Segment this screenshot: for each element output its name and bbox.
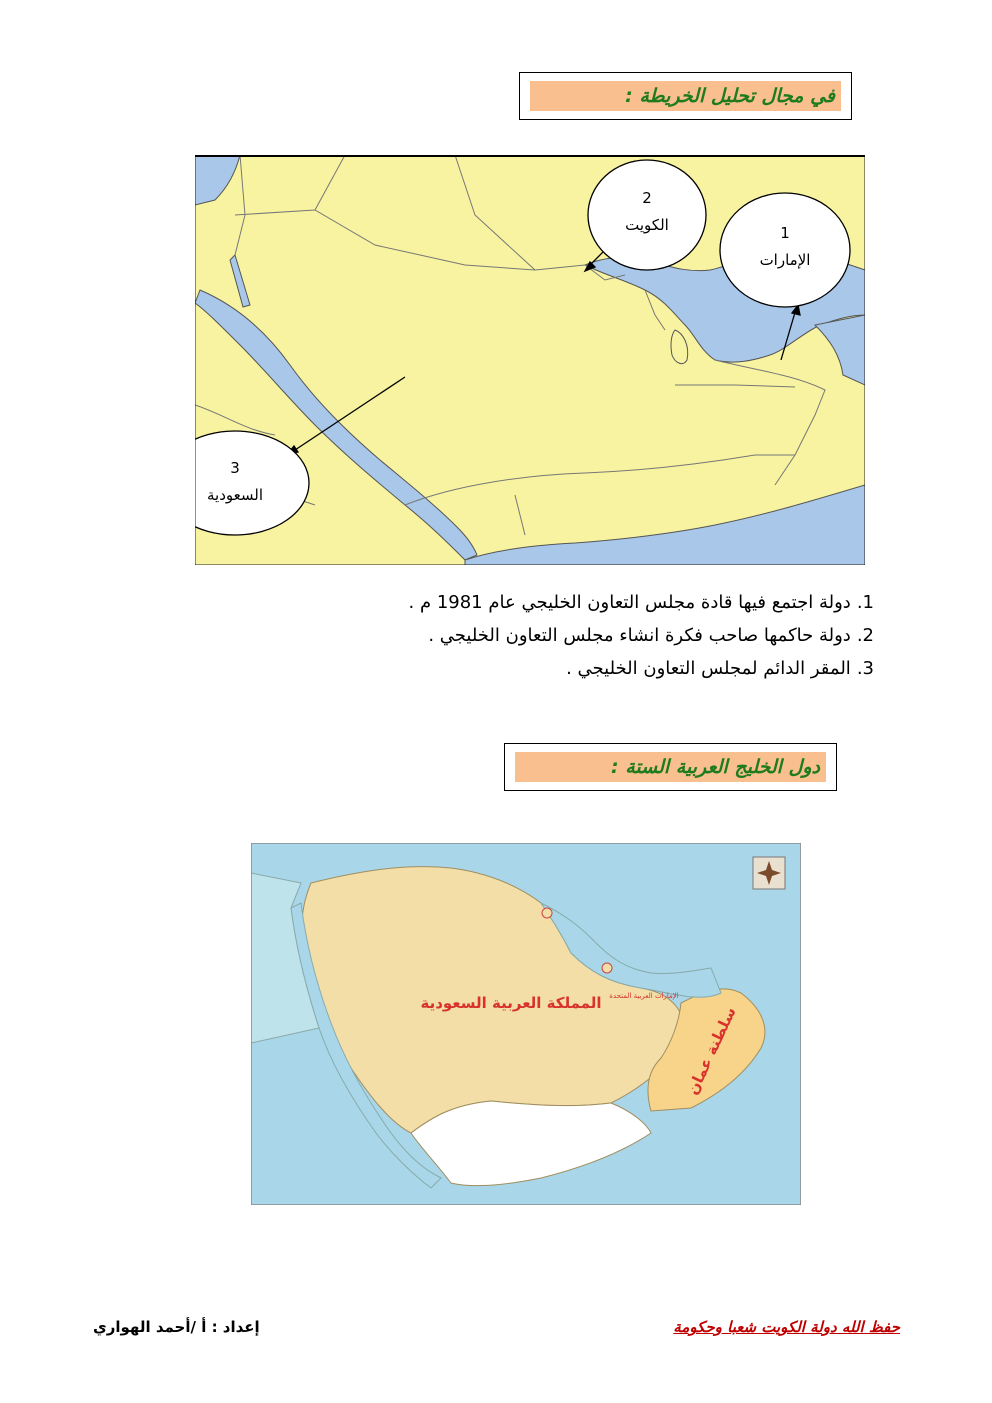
map-gulf-states [251, 843, 801, 1205]
section-title-box-map-analysis [519, 72, 852, 120]
callout-kuwait [588, 160, 706, 270]
map2-kuwait-marker [542, 908, 552, 918]
map2-label-saudi: المملكة العربية السعودية [420, 994, 602, 1012]
map2-label-uae: الإمارات العربية المتحدة [609, 992, 679, 1000]
section-title-gulf-states: دول الخليج العربية الستة : [515, 752, 826, 782]
compass-icon [753, 857, 785, 889]
map2-qatar-marker [602, 963, 612, 973]
callout-saudi-label: السعودية [206, 486, 264, 504]
callout-uae-number: 1 [780, 224, 790, 242]
callout-uae [720, 193, 850, 307]
callout-uae-label: الإمارات [759, 251, 811, 269]
question-number: 1. [856, 592, 874, 613]
callout-kuwait-label: الكويت [625, 216, 669, 234]
question-text: المقر الدائم لمجلس التعاون الخليجي . [566, 658, 851, 679]
question-item [314, 586, 874, 619]
question-text: دولة حاكمها صاحب فكرة انشاء مجلس التعاون الخليجي . [428, 625, 851, 646]
question-text: دولة اجتمع فيها قادة مجلس التعاون الخليجي عام 1981 م . [408, 592, 851, 613]
question-list [314, 586, 874, 685]
section-title-map-analysis: في مجال تحليل الخريطة : [530, 81, 841, 111]
question-number: 2. [856, 625, 874, 646]
question-item [314, 652, 874, 685]
question-item [314, 619, 874, 652]
footer-author: إعداد : أ /أحمد الهواري [93, 1318, 260, 1336]
callout-kuwait-number: 2 [642, 189, 652, 207]
section-title-box-gulf-states [504, 743, 837, 791]
footer-slogan: حفظ الله دولة الكويت شعبا وحكومة [673, 1318, 900, 1336]
question-number: 3. [856, 658, 874, 679]
callout-saudi-number: 3 [230, 459, 240, 477]
map-arabian-peninsula-exercise [195, 155, 865, 565]
map2-label-oman: سلطنة عمان [683, 1004, 740, 1098]
